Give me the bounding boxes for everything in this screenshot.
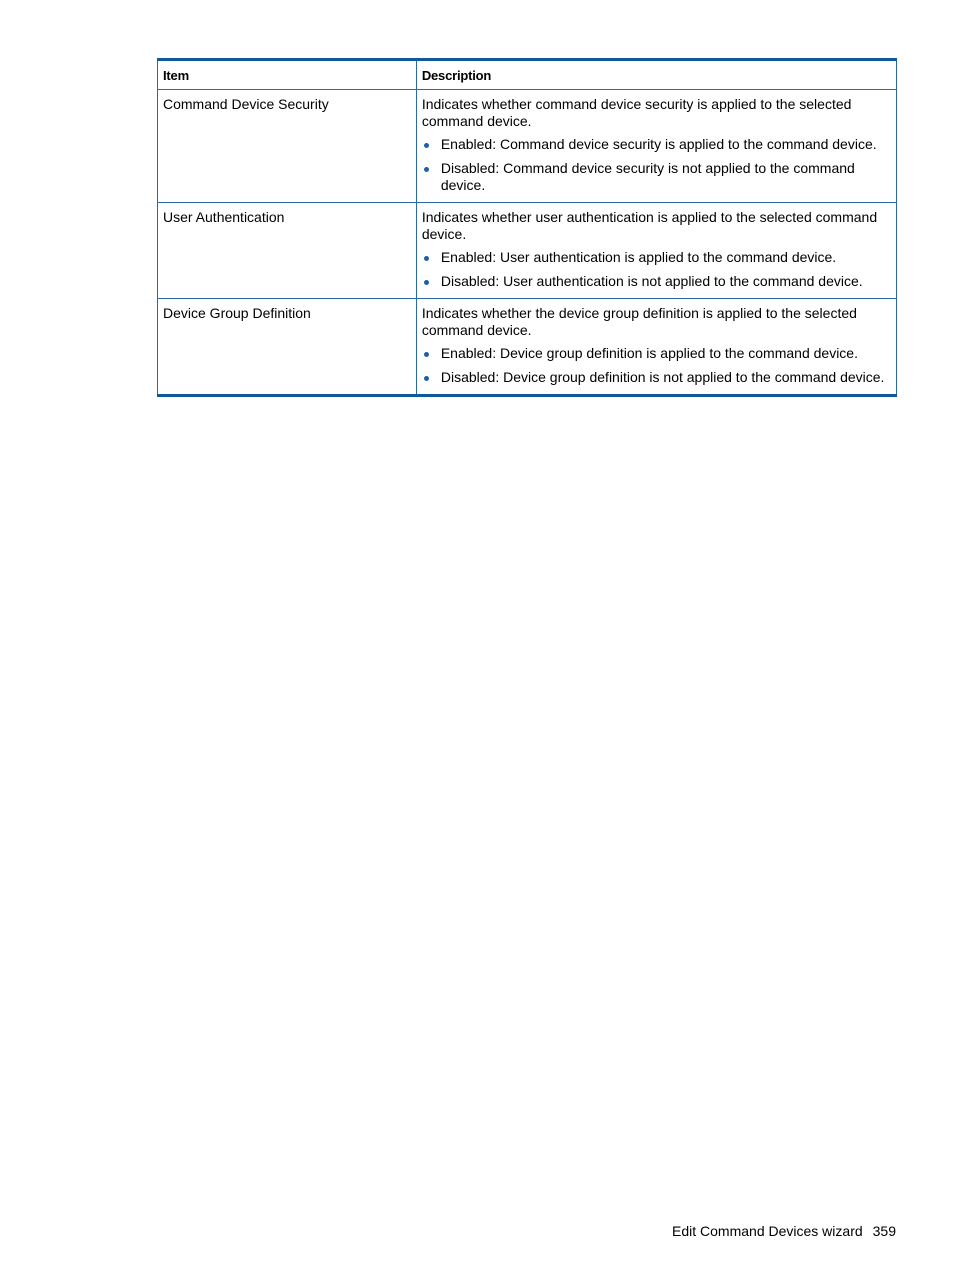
- table-row: [158, 90, 897, 203]
- list-item-text: Disabled: Command device security is not applied to the command device.: [440, 160, 855, 193]
- bullet-icon: [424, 280, 429, 285]
- description-cell: [416, 90, 896, 203]
- table-row: [158, 203, 897, 299]
- list-item-text: Enabled: User authentication is applied to the command device.: [440, 249, 837, 265]
- item-cell: Device Group Definition: [158, 299, 417, 396]
- list-item: [422, 136, 890, 153]
- bullet-icon: [424, 256, 429, 261]
- description-intro: Indicates whether the device group definition is applied to the selected command device.: [421, 305, 857, 338]
- settings-table: [157, 58, 897, 397]
- list-item: [422, 160, 890, 194]
- table-header-row: [158, 60, 897, 90]
- bullet-list: [422, 249, 890, 290]
- bullet-list: [422, 136, 890, 194]
- item-cell: Command Device Security: [158, 90, 417, 203]
- list-item-text: Enabled: Device group definition is applied to the command device.: [440, 345, 858, 361]
- footer-section-title: Edit Command Devices wizard: [672, 1223, 863, 1239]
- bullet-icon: [424, 143, 429, 148]
- list-item: [422, 273, 890, 290]
- list-item: [422, 249, 890, 266]
- bullet-icon: [424, 352, 429, 357]
- description-cell: [416, 299, 896, 396]
- list-item: [422, 369, 890, 386]
- list-item-text: Disabled: Device group definition is not applied to the command device.: [440, 369, 885, 385]
- description-intro: Indicates whether user authentication is applied to the selected command device.: [421, 209, 878, 242]
- column-header-description: Description: [416, 60, 896, 90]
- description-cell: [416, 203, 896, 299]
- bullet-icon: [424, 376, 429, 381]
- description-intro: Indicates whether command device security is applied to the selected command device.: [421, 96, 852, 129]
- page-number: 359: [872, 1223, 896, 1239]
- table-row: [158, 299, 897, 396]
- list-item: [422, 345, 890, 362]
- page-footer: [672, 1223, 896, 1240]
- list-item-text: Enabled: Command device security is applied to the command device.: [440, 136, 877, 152]
- bullet-icon: [424, 167, 429, 172]
- list-item-text: Disabled: User authentication is not applied to the command device.: [440, 273, 863, 289]
- column-header-item: Item: [158, 60, 417, 90]
- bullet-list: [422, 345, 890, 386]
- item-cell: User Authentication: [158, 203, 417, 299]
